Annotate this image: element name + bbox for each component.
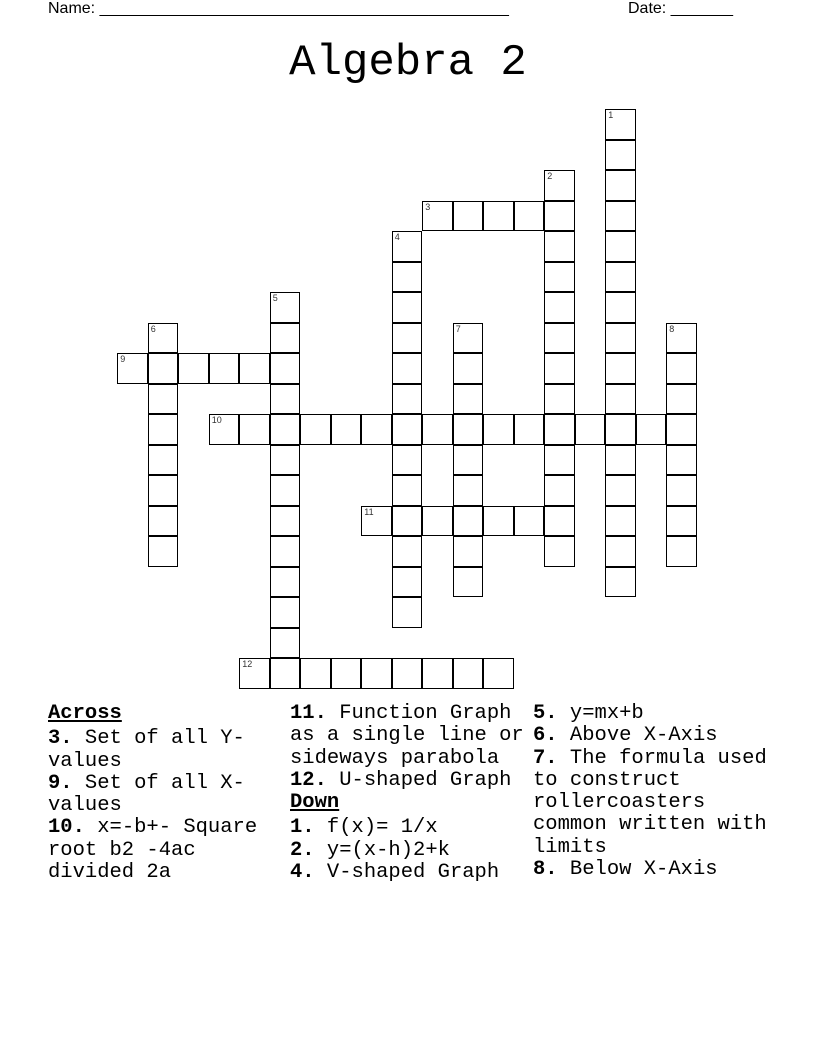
clue-number: 2 [547,171,553,182]
grid-cell[interactable] [483,414,514,445]
grid-cell[interactable] [605,262,636,293]
grid-cell[interactable] [331,414,362,445]
grid-cell[interactable] [666,353,697,384]
grid-cell[interactable] [636,414,667,445]
grid-cell[interactable] [270,536,301,567]
grid-cell[interactable] [483,506,514,537]
grid-cell[interactable] [544,384,575,415]
grid-cell[interactable] [544,414,575,445]
grid-cell[interactable] [148,384,179,415]
grid-cell[interactable] [270,384,301,415]
grid-cell[interactable] [605,445,636,476]
grid-cell[interactable] [422,201,453,232]
clue-number: 6 [150,323,156,334]
grid-cell[interactable] [605,536,636,567]
clue-down-6: 6. Above X-Axis [533,724,718,748]
grid-cell[interactable] [453,475,484,506]
grid-cell[interactable] [361,506,392,537]
grid-cell[interactable] [514,414,545,445]
grid-cell[interactable] [544,292,575,323]
grid-cell[interactable] [148,506,179,537]
grid-cell[interactable] [453,536,484,567]
page-title: Algebra 2 [289,38,527,88]
name-field: Name: ______________________________________________ [48,0,509,17]
clue-number: 8 [669,323,675,334]
grid-cell[interactable] [270,353,301,384]
grid-cell[interactable] [117,353,148,384]
grid-cell[interactable] [453,323,484,354]
grid-cell[interactable] [453,414,484,445]
clues-column-3 [533,703,773,881]
grid-cell[interactable] [270,414,301,445]
grid-cell[interactable] [270,506,301,537]
clue-down-1: 1. f(x)= 1/x [290,816,438,840]
grid-cell[interactable] [392,506,423,537]
clue-number: 7 [455,323,461,334]
grid-cell[interactable] [666,323,697,354]
grid-cell[interactable] [148,475,179,506]
clue-number: 4 [394,232,400,243]
grid-cell[interactable] [453,201,484,232]
grid-cell[interactable] [392,323,423,354]
grid-cell[interactable] [544,536,575,567]
grid-cell[interactable] [605,109,636,140]
grid-cell[interactable] [148,323,179,354]
across-heading: Across [48,702,122,725]
grid-cell[interactable] [392,292,423,323]
grid-cell[interactable] [361,658,392,689]
clues-column-1 [48,703,288,884]
grid-cell[interactable] [422,658,453,689]
clue-number: 5 [272,293,278,304]
grid-cell[interactable] [666,445,697,476]
grid-cell[interactable] [209,353,240,384]
grid-cell[interactable] [392,353,423,384]
down-heading: Down [290,791,340,815]
grid-cell[interactable] [544,262,575,293]
grid-cell[interactable] [453,506,484,537]
grid-cell[interactable] [605,353,636,384]
clue-across-12: 12. U-shaped Graph [290,768,512,792]
grid-cell[interactable] [544,475,575,506]
clue-across-11: 11. Function Graph as a single line or sideways parabola [290,702,524,770]
grid-cell[interactable] [666,506,697,537]
grid-cell[interactable] [392,231,423,262]
grid-cell[interactable] [331,658,362,689]
grid-cell[interactable] [392,475,423,506]
clue-number: 1 [608,110,614,121]
grid-cell[interactable] [544,201,575,232]
grid-cell[interactable] [392,536,423,567]
grid-cell[interactable] [361,414,392,445]
grid-cell[interactable] [270,658,301,689]
grid-cell[interactable] [239,414,270,445]
grid-cell[interactable] [270,567,301,598]
grid-cell[interactable] [270,628,301,659]
clue-down-5: 5. y=mx+b [533,702,644,725]
grid-cell[interactable] [605,201,636,232]
grid-cell[interactable] [392,567,423,598]
grid-cell[interactable] [453,384,484,415]
grid-cell[interactable] [239,658,270,689]
grid-cell[interactable] [666,536,697,567]
grid-cell[interactable] [209,414,240,445]
grid-cell[interactable] [605,231,636,262]
grid-cell[interactable] [605,475,636,506]
grid-cell[interactable] [605,414,636,445]
grid-cell[interactable] [270,445,301,476]
grid-cell[interactable] [392,597,423,628]
grid-cell[interactable] [605,384,636,415]
grid-cell[interactable] [148,445,179,476]
clue-across-9: 9. Set of all X-values [48,771,245,818]
grid-cell[interactable] [453,658,484,689]
clue-across-10: 10. x=-b+- Square root b2 -4ac divided 2a [48,816,258,885]
grid-cell[interactable] [544,353,575,384]
clue-down-4: 4. V-shaped Graph [290,861,500,885]
grid-cell[interactable] [392,445,423,476]
grid-cell[interactable] [544,445,575,476]
grid-cell[interactable] [483,201,514,232]
grid-cell[interactable] [300,658,331,689]
grid-cell[interactable] [453,445,484,476]
grid-cell[interactable] [666,414,697,445]
grid-cell[interactable] [300,414,331,445]
grid-cell[interactable] [544,506,575,537]
grid-cell[interactable] [148,536,179,567]
grid-cell[interactable] [148,414,179,445]
clue-number: 9 [120,354,126,365]
grid-cell[interactable] [575,414,606,445]
clue-number: 11 [364,506,374,517]
grid-cell[interactable] [270,475,301,506]
grid-cell[interactable] [483,658,514,689]
grid-cell[interactable] [544,170,575,201]
grid-cell[interactable] [514,506,545,537]
grid-cell[interactable] [453,567,484,598]
grid-cell[interactable] [270,323,301,354]
grid-cell[interactable] [270,292,301,323]
clue-down-7: 7. The formula used to construct rollercoasters common written with limits [533,746,767,859]
grid-cell[interactable] [544,231,575,262]
grid-cell[interactable] [392,384,423,415]
grid-cell[interactable] [605,292,636,323]
grid-cell[interactable] [605,567,636,598]
grid-cell[interactable] [666,475,697,506]
clue-down-8: 8. Below X-Axis [533,858,718,882]
grid-cell[interactable] [605,506,636,537]
clues-column-2 [290,703,530,884]
clue-across-3: 3. Set of all Y-values [48,727,245,773]
grid-cell[interactable] [605,170,636,201]
grid-cell[interactable] [453,353,484,384]
grid-cell[interactable] [514,201,545,232]
grid-cell[interactable] [422,506,453,537]
grid-cell[interactable] [392,414,423,445]
grid-cell[interactable] [392,262,423,293]
grid-cell[interactable] [666,384,697,415]
clue-down-2: 2. y=(x-h)2+k [290,838,450,862]
grid-cell[interactable] [605,140,636,171]
grid-cell[interactable] [239,353,270,384]
grid-cell[interactable] [544,323,575,354]
grid-cell[interactable] [605,323,636,354]
clue-number: 10 [211,415,222,426]
clue-number: 3 [425,201,431,212]
grid-cell[interactable] [422,414,453,445]
date-field: Date: _______ [628,0,733,17]
grid-cell[interactable] [148,353,179,384]
grid-cell[interactable] [392,658,423,689]
grid-cell[interactable] [178,353,209,384]
grid-cell[interactable] [270,597,301,628]
clue-number: 12 [242,659,253,670]
